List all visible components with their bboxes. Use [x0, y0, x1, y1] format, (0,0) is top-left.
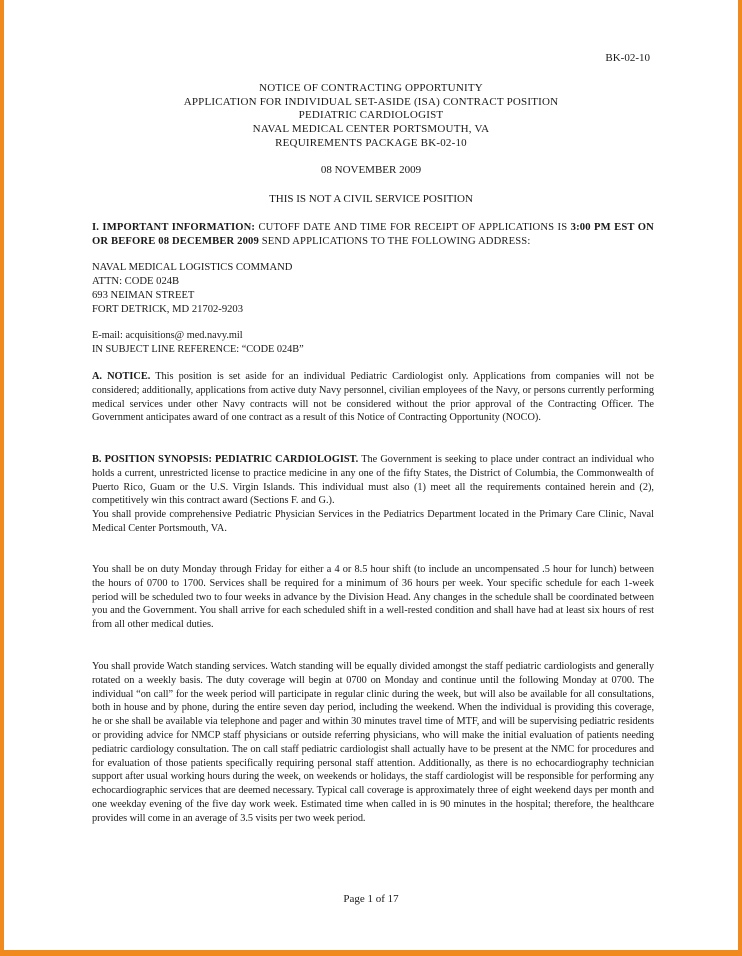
title-line: NOTICE OF CONTRACTING OPPORTUNITY [259, 82, 483, 94]
section-a-text: This position is set aside for an individual Pediatric Cardiologist only. Applications from companies will not be considered; additionally, applications from active duty Navy personnel, civilian employees of the Navy, or persons currently performing medical services under other Navy contracts will not be considered without the prior approval of the Contracting Officer. The Government anticipates award of one contract as a result of this Notice of Contracting Opportunity (NOCO). [92, 371, 654, 424]
important-text-end: SEND APPLICATIONS TO THE FOLLOWING ADDRESS: [258, 236, 531, 247]
civil-service-notice: THIS IS NOT A CIVIL SERVICE POSITION [269, 193, 473, 205]
address-line: 693 NEIMAN STREET [92, 290, 195, 301]
title-line: PEDIATRIC CARDIOLOGIST [298, 109, 444, 122]
address-line: FORT DETRICK, MD 21702-9203 [92, 304, 244, 315]
title-block [4, 82, 738, 151]
title-line: APPLICATION FOR INDIVIDUAL SET-ASIDE (ISA) CONTRACT POSITION [183, 95, 559, 108]
important-information [92, 221, 654, 249]
email-block [92, 329, 654, 357]
title-line: REQUIREMENTS PACKAGE BK-02-10 [275, 136, 467, 149]
section-b-heading: B. POSITION SYNOPSIS: PEDIATRIC CARDIOLOGIST. [92, 454, 359, 465]
section-a-notice [92, 370, 654, 425]
address-line: ATTN: CODE 024B [92, 276, 180, 287]
watch-text: You shall provide Watch standing services. Watch standing will be equally divided amongst the staff pediatric cardiologists and generally rotated on a weekly basis. The duty coverage will begin at 0700 on Monday and continue until the following Monday at 0700. The individual “on call” for the week period will participate in regular clinic during the week, but will also be available for all consultations, both in house and by phone, during the entire seven day period, including the weekend. When the individual is providing this coverage, he or she shall be available via telephone and pager and within 30 minutes travel time of MTF, and will be supervising pediatric residents or providing advice for NMCP staff physicians or outside referring physicians, who will make the initial evaluation of patients needing pediatric cardiology consultation. The on call staff pediatric cardiologist shall actually have to be present at the NMC for procedures and for evaluation of those patients specifically requiring personal staff attention. Additionally, as there is no echocardiography technician support after usual working hours during the week, on weekends or holidays, the staff cardiologist will be responsible for performing any echocardiographic services that are deemed necessary. Typical call coverage is approximately three of eight weekend days per month and one weekday evening of the five day work week. Estimated time when called in is 90 minutes in the hospital; therefore, the healthcare provides will come in an average of 3.5 visits per two week period. [92, 661, 654, 824]
title-line: NAVAL MEDICAL CENTER PORTSMOUTH, VA [252, 123, 490, 136]
important-heading: I. IMPORTANT INFORMATION: [92, 222, 256, 233]
section-a-heading: A. NOTICE. [92, 371, 151, 382]
address-line: NAVAL MEDICAL LOGISTICS COMMAND [92, 262, 293, 273]
document-date: 08 NOVEMBER 2009 [320, 164, 422, 176]
document-id: BK-02-10 [605, 52, 650, 64]
section-b-text: The Government is seeking to place under contract an individual who holds a current, unrestricted license to practice medicine in any one of the fifty States, the District of Columbia, the Commonwealth of Puerto Rico, Guam or the U.S. Virgin Islands. This individual must also (1) meet all the requirements contained herein and (2), competitively win this contract award (Sections F. and G.). [92, 454, 654, 507]
mailing-address [92, 261, 654, 317]
duty-text: You shall be on duty Monday through Friday for either a 4 or 8.5 hour shift (to include an uncompensated .5 hour for lunch) between the hours of 0700 to 1700. Services shall be required for a minimum of 36 hours per week. Your specific schedule for each 1-week period will be scheduled two to four weeks in advance by the Division Head. Any changes in the schedule shall be coordinated between you and the Government. You shall arrive for each scheduled shift in a well-rested condition and shall have had at least six hours of rest from all other medical duties. [92, 564, 654, 631]
section-b-text-2: You shall provide comprehensive Pediatric Physician Services in the Pediatrics Department located in the Primary Care Clinic, Naval Medical Center Portsmouth, VA. [92, 509, 654, 534]
duty-paragraph [92, 563, 654, 632]
subject-line-reference: IN SUBJECT LINE REFERENCE: “CODE 024B” [92, 343, 304, 355]
page-number: Page 1 of 17 [343, 893, 399, 905]
watch-standing-paragraph [92, 660, 654, 826]
section-b-synopsis [92, 453, 654, 536]
email-line: E-mail: acquisitions@ med.navy.mil [92, 330, 243, 341]
important-deadline: 3:00 PM EST ON OR BEFORE 08 DECEMBER 2009 [92, 222, 654, 247]
important-text: CUTOFF DATE AND TIME FOR RECEIPT OF APPLICATIONS IS [255, 222, 571, 233]
document-page [4, 0, 738, 950]
